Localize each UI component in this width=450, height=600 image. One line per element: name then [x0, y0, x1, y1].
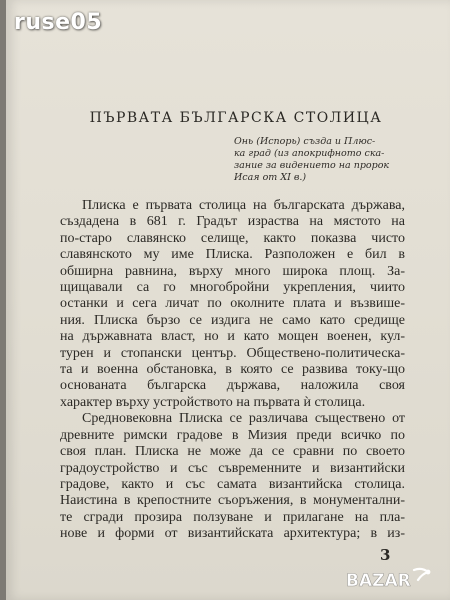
body-line: Плиска е първата столица на българската държава,	[82, 198, 405, 213]
epigraph	[234, 136, 404, 184]
body-line: турен и стопански център. Обществено-политическа-	[60, 345, 405, 361]
body-line: Наистина в крепостните съоръжения, в монументални-	[60, 493, 405, 509]
bazar-logo-icon	[344, 566, 440, 594]
body-line: градоустройство и със съвременните и византийски	[60, 460, 405, 476]
epigraph-line: зание за видението на пророк	[234, 160, 390, 171]
body-line: останки и сега личат по околните плата и възвише-	[60, 296, 405, 312]
body-line: славянското му име Плиска. Разположен е бил в	[60, 247, 405, 263]
body-line: щищавали са го многобройни укрепления, чиито	[60, 280, 405, 296]
body-line: древните римски градове в Мизия преди всичко по	[60, 427, 405, 443]
body-line: та и военна обстановка, в която се развива току-що	[60, 362, 405, 378]
epigraph-line: Исая от XI в.)	[234, 172, 307, 183]
body-line: по-старо славянско селище, както показва чисто	[60, 230, 405, 246]
chapter-title: ПЪРВАТА БЪЛГАРСКА СТОЛИЦА	[89, 110, 383, 126]
body-line: характер върху устройството на първата ѝ столица.	[60, 394, 366, 410]
bazar-logo-watermark	[344, 566, 440, 594]
body-line: на държавната власт, но и като мощен военен, кул-	[60, 329, 405, 345]
body-line: обширна равнина, върху много широка площ. За-	[60, 263, 405, 279]
epigraph-line: ка град (из апокрифното ска-	[234, 148, 385, 159]
epigraph-line: Онь (Испорь) създа и Плюс-	[234, 136, 376, 147]
body-line: ния. Плиска бързо се издига не само като средище	[60, 312, 405, 328]
page-number: 3	[380, 546, 391, 564]
body-line: своя план. Плиска не може да се сравни по своето	[60, 444, 405, 460]
body-line: нове и форми от византийската архитектура; в из-	[60, 526, 405, 542]
body-line: те сгради прозира ползуване и прилагане на пла-	[60, 509, 405, 525]
body-line: градове, както и със самата византийска столица.	[60, 476, 405, 492]
book-page	[6, 0, 450, 600]
body-text	[60, 198, 405, 543]
body-line: основаната българска държава, наложила своя	[60, 378, 405, 394]
watermark-ruse05: ruse05	[14, 10, 103, 35]
body-line: Средновековна Плиска се различава съществено от	[82, 411, 405, 427]
body-line: създадена в 681 г. Градът израства на мястото на	[60, 214, 405, 230]
bazar-logo-text: BAZAR	[346, 571, 411, 591]
